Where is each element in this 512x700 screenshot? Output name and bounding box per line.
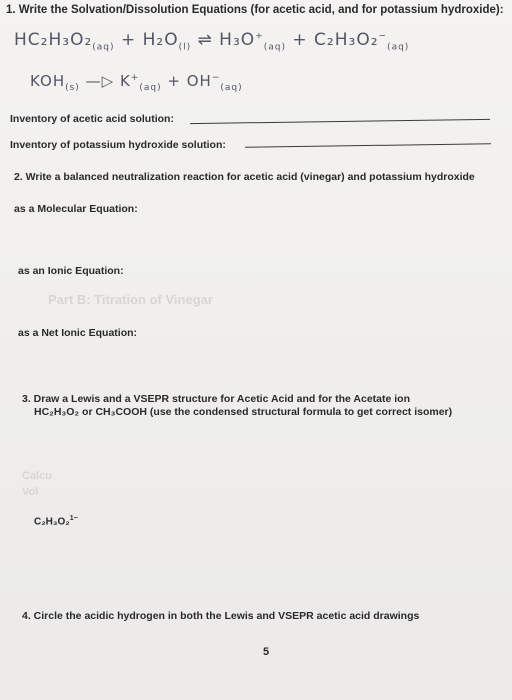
inventory-acetic-label: Inventory of acetic acid solution: — [10, 113, 174, 125]
bleed-through-text: Part B: Titration of Vinegar — [48, 292, 213, 307]
formula-note: (use the condensed structural formula to get correct isomer) — [149, 406, 453, 418]
acetate-formula-text: C₂H₃O₂ — [34, 516, 70, 528]
hw-koh-plus: + — [167, 72, 181, 90]
hw-oh-charge: − — [211, 73, 221, 83]
question-2-molecular-label: as a Molecular Equation: — [14, 203, 138, 215]
hw-product2-state: (aq) — [387, 42, 410, 53]
question-1-title: 1. Write the Solvation/Dissolution Equations (for acetic acid, and for potassium hydroxide): — [6, 4, 504, 16]
acetate-formula — [34, 515, 78, 527]
hw-koh-state: (s) — [65, 83, 80, 93]
hw-product1: H₃O — [219, 30, 256, 50]
hw-koh-arrow: —▷ — [85, 72, 115, 90]
hw-product1-charge: + — [255, 31, 264, 42]
hw-reactant1: HC₂H₃O₂ — [14, 30, 93, 50]
or-text: or — [82, 406, 93, 418]
handwritten-acetic-acid-equation — [14, 30, 409, 52]
inventory-koh-label: Inventory of potassium hydroxide solution: — [10, 139, 226, 151]
page-number: 5 — [263, 646, 270, 658]
hw-product2: C₂H₃O₂ — [314, 30, 379, 50]
question-3-title: 3. Draw a Lewis and a VSEPR structure for Acetic Acid and for the Acetate ion — [22, 393, 411, 405]
bleed-through-text-2: Calcu — [22, 470, 52, 482]
hw-plus1: + — [120, 30, 137, 50]
hw-product1-state: (aq) — [263, 42, 286, 53]
hw-plus2: + — [292, 30, 308, 50]
hw-reactant2: H₂O — [142, 30, 179, 50]
hw-k-charge: + — [130, 73, 140, 83]
bleed-through-text-3: Vol — [22, 486, 39, 498]
hw-k-state: (aq) — [139, 83, 162, 93]
hw-product2-charge: − — [378, 31, 388, 42]
hw-reactant1-state: (aq) — [92, 42, 115, 53]
hw-reactant2-state: (l) — [178, 42, 192, 53]
hw-arrow: ⇌ — [197, 30, 213, 50]
question-2-ionic-label: as an Ionic Equation: — [18, 265, 124, 277]
question-2-net-ionic-label: as a Net Ionic Equation: — [18, 327, 138, 339]
question-2-line1: 2. Write a balanced neutralization reaction for acetic acid (vinegar) and potassium hydroxide — [14, 171, 475, 183]
hw-oh-ion: OH — [186, 72, 212, 90]
inventory-acetic-answer-line — [190, 119, 490, 124]
inventory-koh-answer-line — [245, 143, 491, 147]
hw-koh: KOH — [30, 72, 66, 90]
question-4-title: 4. Circle the acidic hydrogen in both the Lewis and VSEPR acetic acid drawings — [22, 610, 420, 622]
formula-b: CH₃COOH — [95, 406, 147, 418]
question-3-formula-line — [34, 405, 452, 419]
handwritten-koh-equation — [30, 72, 243, 93]
acetate-charge: 1− — [69, 515, 78, 522]
hw-k-ion: K — [119, 72, 131, 90]
hw-oh-state: (aq) — [220, 83, 243, 93]
formula-a: HC₂H₃O₂ — [34, 406, 80, 418]
